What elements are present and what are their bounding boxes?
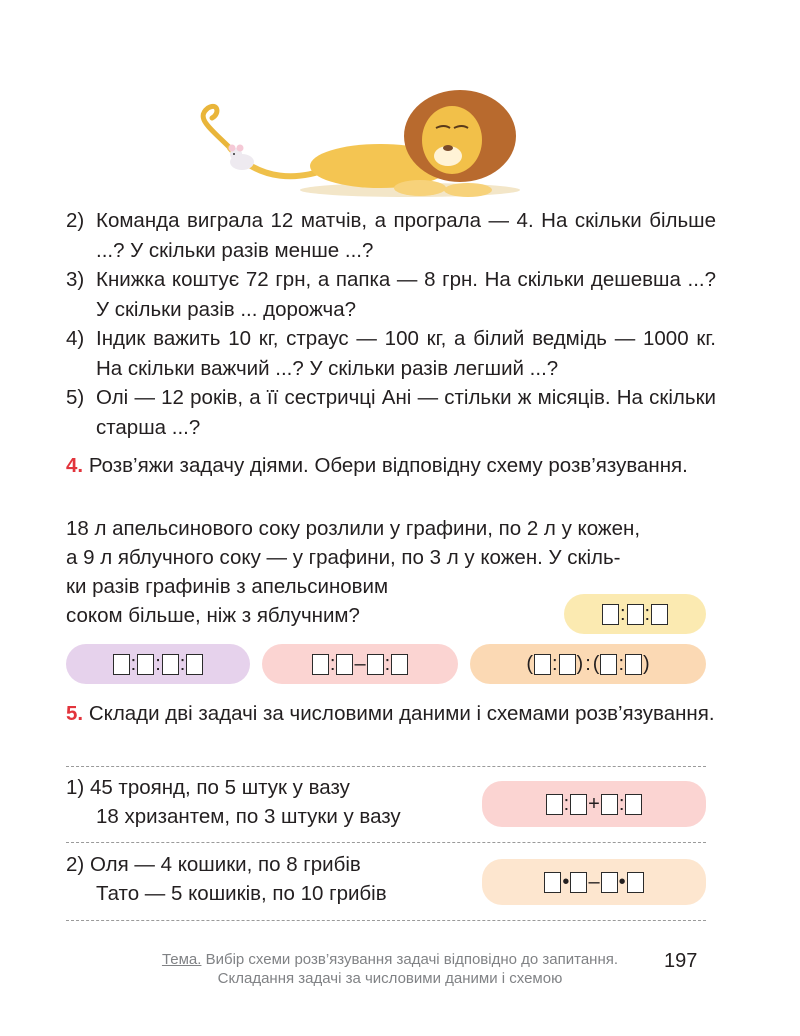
task-instruction: Розв’яжи задачу діями. Обери відповідну схему розв’язування.: [88, 454, 688, 477]
list-item: [66, 206, 716, 265]
blank-box: [601, 794, 618, 815]
list-item: [66, 324, 716, 383]
op-sign: :: [618, 652, 625, 675]
scheme-option-c[interactable]: [262, 644, 458, 684]
item-number: 2): [66, 209, 85, 232]
op-sign: •: [562, 870, 570, 893]
item-number: 5): [66, 386, 85, 409]
blank-box: [544, 872, 561, 893]
op-sign: :: [329, 652, 336, 675]
blank-box: [336, 654, 353, 675]
page-number: 197: [664, 950, 698, 972]
item-text: Олі — 12 років, а її сестричці Ані — стільки ж місяців. На скільки старша ...?: [96, 386, 716, 439]
op-sign: :: [384, 652, 391, 675]
sub-line: [66, 850, 387, 879]
footer-topic: Вибір схеми розв’язування задачі відповідно до запитання.: [205, 951, 619, 968]
blank-box: [651, 604, 668, 625]
item-text: Команда виграла 12 матчів, а програла — 4. На скільки більше ...? У скільки разів менше ...?: [96, 209, 716, 262]
op-sign: :: [618, 792, 625, 815]
op-sign: (: [592, 652, 600, 675]
item-number: 3): [66, 268, 85, 291]
op-sign: •: [618, 870, 626, 893]
task-number: 5.: [66, 702, 84, 725]
op-sign: :: [619, 602, 626, 625]
blank-box: [113, 654, 130, 675]
footer-line-2: Складання задачі за числовими даними і схемою: [217, 970, 563, 987]
op-sign: –: [588, 870, 600, 893]
op-sign: ): [643, 652, 650, 675]
sub-line: [66, 802, 401, 831]
op-sign: :: [563, 792, 570, 815]
scheme-option-b[interactable]: [66, 644, 250, 684]
sub-text: Оля — 4 кошики, по 8 грибів: [89, 853, 361, 876]
blank-box: [559, 654, 576, 675]
page-footer: [120, 950, 660, 988]
task-5-heading: [66, 699, 716, 728]
task-5-sub-2: [66, 850, 387, 908]
item-number: 4): [66, 327, 85, 350]
divider: [66, 766, 706, 767]
op-sign: ): [576, 652, 584, 675]
list-item: [66, 383, 716, 442]
sub-number: 1): [66, 776, 85, 799]
lion-and-mouse-illustration: [190, 88, 530, 198]
blank-box: [186, 654, 203, 675]
sub-line: [66, 879, 387, 908]
blank-box: [600, 654, 617, 675]
op-sign: :: [179, 652, 186, 675]
problem-line: 18 л апельсинового соку розлили у графини, по 2 л у кожен,: [66, 517, 641, 540]
scheme-sub-2: [482, 859, 706, 905]
blank-box: [391, 654, 408, 675]
problem-line: ки разів графинів з апельсиновим: [66, 575, 389, 598]
blank-box: [627, 872, 644, 893]
list-item: [66, 265, 716, 324]
op-sign: +: [588, 792, 600, 815]
footer-label: Тема.: [161, 951, 202, 968]
op-sign: :: [585, 652, 591, 675]
op-sign: :: [551, 652, 558, 675]
op-sign: (: [526, 652, 533, 675]
blank-box: [601, 872, 618, 893]
sub-number: 2): [66, 853, 85, 876]
scheme-sub-1: [482, 781, 706, 827]
blank-box: [312, 654, 329, 675]
task-instruction: Склади дві задачі за числовими даними і схемами розв’язування.: [88, 702, 715, 725]
scheme-option-a[interactable]: [564, 594, 706, 634]
problem-line: соком більше, ніж з яблучним?: [66, 604, 360, 627]
blank-box: [162, 654, 179, 675]
blank-box: [625, 794, 642, 815]
task-5-sub-1: [66, 773, 401, 831]
op-sign: :: [155, 652, 161, 675]
op-sign: –: [354, 652, 366, 675]
blank-box: [625, 654, 642, 675]
problem-line: а 9 л яблучного соку — у графини, по 3 л у кожен. У скіль-: [66, 546, 621, 569]
blank-box: [137, 654, 154, 675]
sub-line: [66, 773, 401, 802]
blank-box: [602, 604, 619, 625]
task-number: 4.: [66, 454, 84, 477]
blank-box: [570, 872, 587, 893]
sub-text: 18 хризантем, по 3 штуки у вазу: [96, 805, 401, 828]
sub-text: 45 троянд, по 5 штук у вазу: [89, 776, 350, 799]
blank-box: [627, 604, 644, 625]
op-sign: :: [644, 602, 651, 625]
item-text: Індик важить 10 кг, страус — 100 кг, а білий ведмідь — 1000 кг. На скільки важчий ...? У скільки разів легший ...?: [96, 327, 716, 380]
sub-text: Тато — 5 кошиків, по 10 грибів: [96, 882, 387, 905]
divider: [66, 842, 706, 843]
blank-box: [367, 654, 384, 675]
blank-box: [534, 654, 551, 675]
question-list: [66, 206, 716, 442]
footer-line-1: [120, 950, 660, 969]
task-4-heading: [66, 451, 716, 480]
op-sign: :: [130, 652, 137, 675]
scheme-option-d[interactable]: [470, 644, 706, 684]
blank-box: [546, 794, 563, 815]
divider: [66, 920, 706, 921]
blank-box: [570, 794, 587, 815]
item-text: Книжка коштує 72 грн, а папка — 8 грн. На скільки дешевша ...? У скільки разів ... дорожча?: [96, 268, 716, 321]
